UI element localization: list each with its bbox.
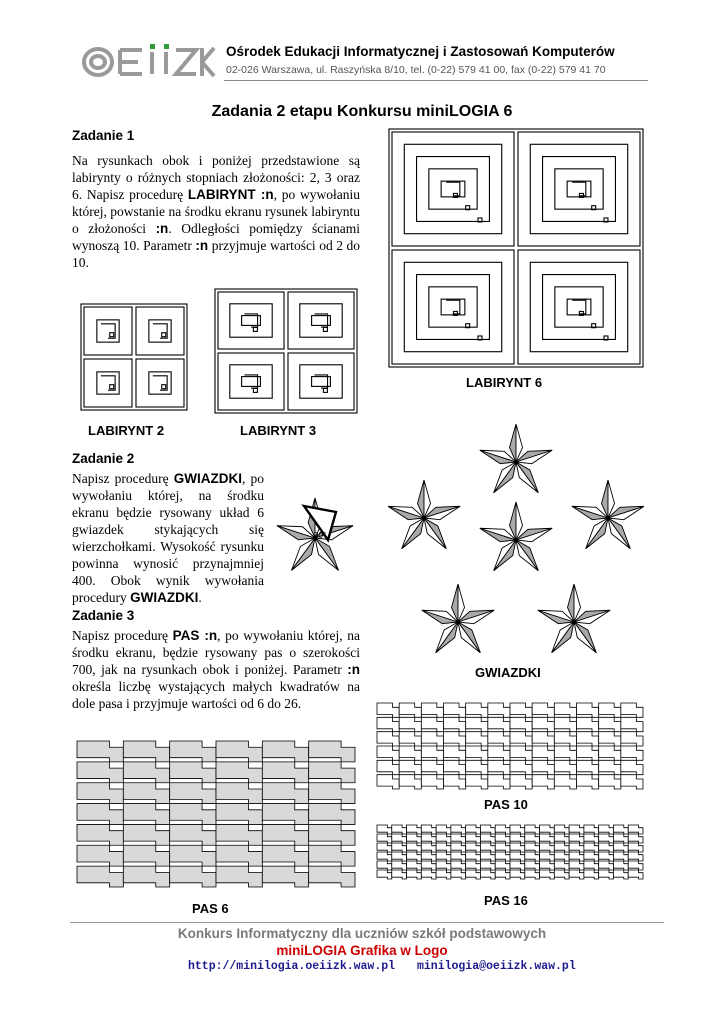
caption-pas-6: PAS 6 xyxy=(192,901,229,916)
caption-labirynt-2: LABIRYNT 2 xyxy=(88,423,165,438)
caption-pas-16: PAS 16 xyxy=(484,893,528,908)
task3-text: Napisz procedurę PAS :n, po wywołaniu której, na środku ekranu, będzie rysowany pas o szerokości 700, jak na rysunkach obok i poniżej. Parametr :n określa liczbę wystających małych kwadratów na dole pasa i przyjmuje wartości od 6 do 26. xyxy=(72,628,360,711)
oeiizk-logo xyxy=(80,42,216,82)
footer-email-link[interactable]: minilogia@oeiizk.waw.pl xyxy=(417,960,576,973)
organization-address: 02-026 Warszawa, ul. Raszyńska 8/10, tel. (0-22) 579 41 00, fax (0-22) 579 41 70 xyxy=(226,64,606,76)
caption-gwiazdki: GWIAZDKI xyxy=(475,665,541,680)
footer-subtitle: miniLOGIA Grafika w Logo xyxy=(276,943,448,958)
svg-text:90°: 90° xyxy=(314,531,327,540)
caption-labirynt-3: LABIRYNT 3 xyxy=(240,423,317,438)
pas-6-figure xyxy=(76,740,358,890)
task3-heading: Zadanie 3 xyxy=(72,608,135,623)
labyrinth-6-figure xyxy=(388,128,644,368)
pas-10-figure xyxy=(376,702,646,792)
footer-url-link[interactable]: http://minilogia.oeiizk.waw.pl xyxy=(188,960,396,973)
task1-text: Na rysunkach obok i poniżej przedstawione są labirynty o różnych stopniach złożoności: 2, 3 oraz 6. Napisz procedurę LABIRYNT :n, po wywołaniu której, powstanie na środku ekranu rysunek labiryntu o złożoności :n. Odległości pomiędzy ścianami wynoszą 10. Parametr :n przyjmuje wartości od 2 do 10. xyxy=(72,153,361,270)
page-title: Zadania 2 etapu Konkursu miniLOGIA 6 xyxy=(211,103,513,120)
star-construction-figure xyxy=(270,490,360,582)
header-divider xyxy=(224,80,648,81)
footer-contest-name: Konkurs Informatyczny dla uczniów szkół podstawowych xyxy=(177,926,547,941)
pas-16-figure xyxy=(376,824,646,882)
task2-text: 90° Napisz procedurę GWIAZDKI, po wywołaniu której, na środku ekranu będzie rysowany układ 6 gwiazdek stykających się wierzchołkami. Wysokość rysunku powinna wynosić przynajmniej 400. Obok wynik wywołania procedury GWIAZDKI. xyxy=(72,470,360,606)
task1-heading: Zadanie 1 xyxy=(72,128,135,143)
labyrinth-3-figure xyxy=(214,288,358,414)
task2-heading: Zadanie 2 xyxy=(72,451,135,466)
organization-name: Ośrodek Edukacji Informatycznej i Zastosowań Komputerów xyxy=(226,44,615,59)
footer-divider xyxy=(70,922,664,923)
gwiazdki-figure xyxy=(388,422,644,658)
caption-pas-10: PAS 10 xyxy=(484,797,528,812)
labyrinth-2-figure xyxy=(80,303,188,411)
caption-labirynt-6: LABIRYNT 6 xyxy=(466,375,543,390)
